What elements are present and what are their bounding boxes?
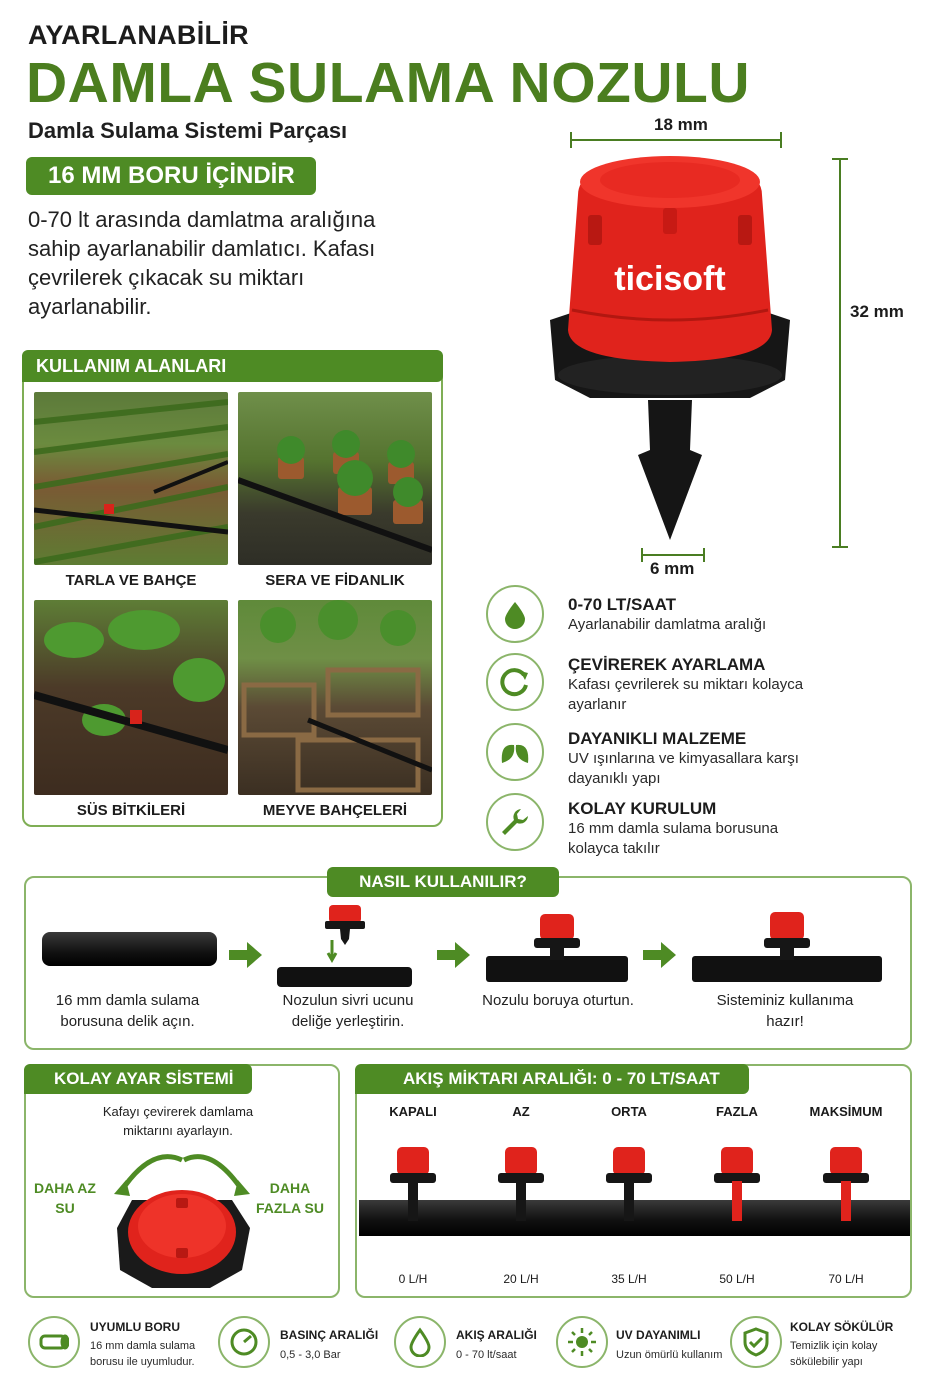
leaf-icon: [486, 723, 544, 781]
usage-caption-ornamental: SÜS BİTKİLERİ: [76, 802, 186, 819]
usage-caption-greenhouse: SERA VE FİDANLIK: [265, 572, 405, 589]
flow-level-value: 35 L/H: [611, 1272, 647, 1286]
step-1-graphic: [42, 932, 217, 966]
flow-level-value: 70 L/H: [828, 1272, 864, 1286]
rotate-icon: [486, 653, 544, 711]
arrow-right-icon: [229, 940, 263, 970]
dim-tick: [641, 548, 643, 562]
shield-check-icon: [730, 1316, 782, 1368]
usage-caption-field: TARLA VE BAHÇE: [65, 572, 197, 589]
flow-level-name: MAKSİMUM: [809, 1104, 883, 1119]
feature-title: 0-70 LT/SAAT: [568, 595, 676, 614]
flow-level-value: 50 L/H: [719, 1272, 755, 1286]
height-label: 32 mm: [850, 302, 904, 321]
flow-level-value: 20 L/H: [503, 1272, 539, 1286]
step-text: Nozulu boruya oturtun.: [482, 992, 634, 1009]
brand-logo: ticisoft: [614, 260, 726, 298]
dim-tick: [832, 546, 848, 548]
nozzle-mini-icon: [362, 1119, 464, 1229]
adjust-instruction: Kafayı çevirerek damlama miktarını ayarlayın.: [102, 1104, 254, 1138]
tip-label: 6 mm: [650, 559, 695, 578]
drop-icon: [394, 1316, 446, 1368]
product-description: 0-70 lt arasında damlatma aralığına sahip ayarlanabilir damlatıcı. Kafası çevrilerek çıkacak su miktarı ayarlanabilir.: [28, 207, 376, 319]
flow-level-name: FAZLA: [716, 1104, 758, 1119]
height-dimension-line: [839, 158, 841, 548]
sun-icon: [556, 1316, 608, 1368]
dim-tick: [780, 132, 782, 148]
flow-level-name: AZ: [512, 1104, 530, 1119]
bottom-feature: [218, 1316, 388, 1376]
water-drop-icon: [486, 585, 544, 643]
step-3-graphic: [486, 912, 628, 984]
nozzle-mini-icon: [578, 1119, 680, 1229]
usage-photo-greenhouse: [238, 392, 432, 565]
nozzle-mini-icon: [794, 1119, 898, 1229]
step-text: Sisteminiz kullanıma hazır!: [716, 992, 854, 1030]
flow-level: [362, 1104, 464, 1284]
bottom-feature-title: AKIŞ ARALIĞI: [456, 1328, 537, 1342]
step-2-graphic: [277, 905, 417, 990]
width-dimension-line: [570, 139, 782, 141]
bottom-feature-title: UV DAYANIMLI: [616, 1328, 701, 1342]
feature-list: [486, 585, 916, 860]
flow-level-value: 0 L/H: [398, 1272, 428, 1286]
pre-title: AYARLANABİLİR: [28, 20, 249, 50]
adjust-panel: [24, 1064, 340, 1298]
bottom-feature: [394, 1316, 554, 1376]
bottom-feature-text: Temizlik için kolay sökülebilir yapı: [790, 1340, 878, 1368]
step-4-graphic: [692, 910, 882, 984]
flow-level: [578, 1104, 680, 1284]
bottom-feature: [556, 1316, 736, 1376]
flow-panel-title: AKIŞ MİKTARI ARALIĞI: 0 - 70 LT/SAAT: [355, 1064, 749, 1094]
page-subtitle: Damla Sulama Sistemi Parçası: [28, 118, 348, 143]
step-text: Nozulun sivri ucunu deliğe yerleştirin.: [282, 992, 414, 1030]
dim-tick: [570, 132, 572, 148]
feature-text: Kafası çevrilerek su miktarı kolayca ayarlanır: [568, 676, 804, 713]
usage-panel-title: KULLANIM ALANLARI: [22, 350, 443, 382]
bottom-feature-title: BASINÇ ARALIĞI: [280, 1328, 379, 1342]
product-image: [520, 150, 820, 550]
adjust-cap-illustration: [92, 1150, 272, 1290]
arrow-right-icon: [437, 940, 471, 970]
feature-title: ÇEVİREREK AYARLAMA: [568, 655, 766, 674]
less-water-label: DAHA AZ SU: [34, 1180, 96, 1216]
usage-photo-ornamental: [34, 600, 228, 795]
nozzle-illustration: [520, 150, 820, 550]
feature-text: 16 mm damla sulama borusuna kolayca takılır: [568, 820, 779, 857]
arrow-right-icon: [643, 940, 677, 970]
tip-dimension-line: [641, 554, 705, 556]
bottom-feature-text: 16 mm damla sulama borusu ile uyumludur.: [90, 1340, 196, 1368]
pipe-icon: [28, 1316, 80, 1368]
bottom-feature-title: KOLAY SÖKÜLÜR: [790, 1320, 894, 1334]
flow-level-name: ORTA: [611, 1104, 647, 1119]
flow-level-name: KAPALI: [389, 1104, 437, 1119]
how-to-title: NASIL KULLANILIR?: [327, 867, 559, 897]
bottom-feature-text: 0 - 70 lt/saat: [456, 1349, 517, 1361]
more-water-label: DAHA FAZLA SU: [256, 1180, 324, 1216]
feature-text: Ayarlanabilir damlatma aralığı: [568, 616, 767, 633]
nozzle-mini-icon: [470, 1119, 572, 1229]
page-title: DAMLA SULAMA NOZULU: [26, 51, 751, 115]
usage-photo-orchard: [238, 600, 432, 795]
dim-tick: [703, 548, 705, 562]
usage-caption-orchard: MEYVE BAHÇELERİ: [262, 802, 408, 819]
bottom-feature-text: Uzun ömürlü kullanım: [616, 1349, 723, 1361]
bottom-feature: [28, 1316, 218, 1376]
width-label: 18 mm: [654, 115, 708, 134]
gauge-icon: [218, 1316, 270, 1368]
usage-panel: [22, 350, 443, 827]
step-text: 16 mm damla sulama borusuna delik açın.: [55, 992, 200, 1030]
wrench-icon: [486, 793, 544, 851]
usage-photo-field: [34, 392, 228, 565]
feature-text: UV ışınlarına ve kimyasallara karşı dayanıklı yapı: [568, 750, 799, 787]
nozzle-mini-icon: [686, 1119, 788, 1229]
flow-level: [686, 1104, 788, 1284]
bottom-feature: [730, 1316, 910, 1376]
feature-title: KOLAY KURULUM: [568, 799, 717, 818]
pipe-size-badge: 16 MM BORU İÇİNDİR: [26, 157, 316, 195]
flow-level: [794, 1104, 898, 1284]
flow-level: [470, 1104, 572, 1284]
feature-title: DAYANIKLI MALZEME: [568, 729, 747, 748]
adjust-panel-title: KOLAY AYAR SİSTEMİ: [24, 1064, 252, 1094]
bottom-feature-title: UYUMLU BORU: [90, 1320, 180, 1334]
bottom-feature-text: 0,5 - 3,0 Bar: [280, 1349, 341, 1361]
dim-tick: [832, 158, 848, 160]
